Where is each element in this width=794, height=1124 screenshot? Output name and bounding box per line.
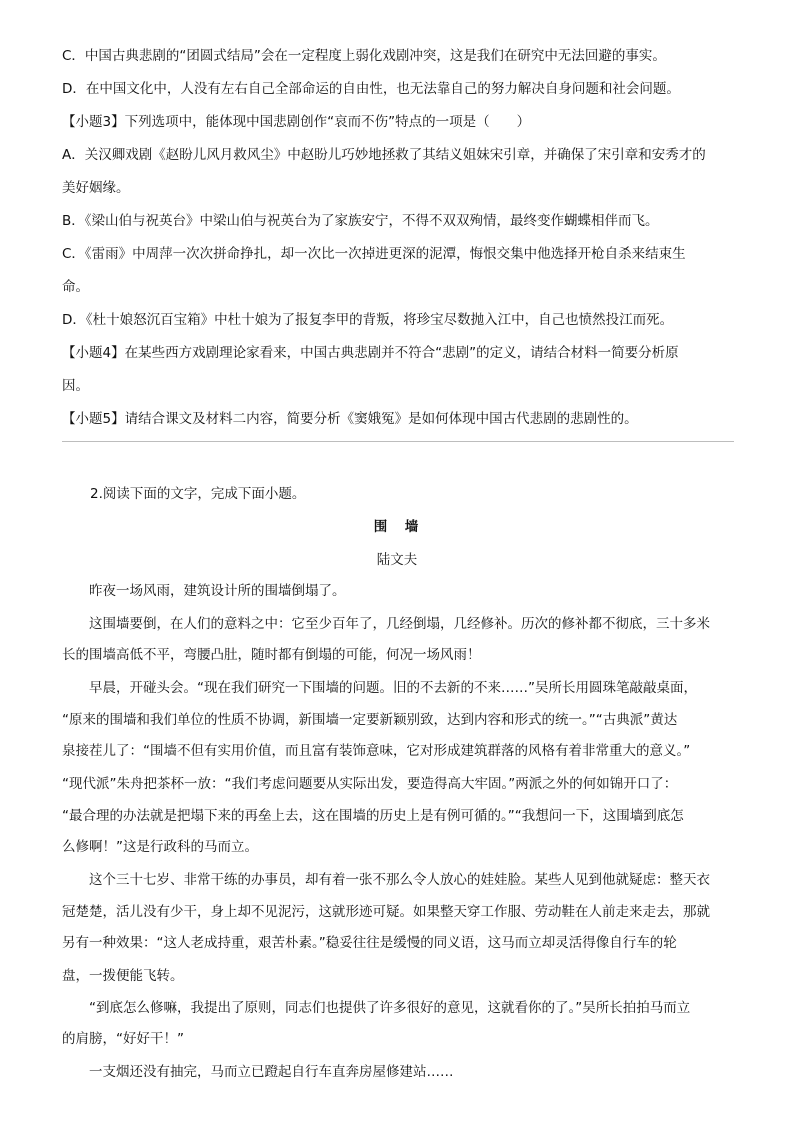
section-divider	[62, 441, 734, 442]
question-3-stem: 【小题3】下列选项中，能体现中国悲剧创作“哀而不伤”特点的一项是（ ）	[62, 114, 531, 130]
question-4: 【小题4】在某些西方戏剧理论家看来，中国古典悲剧并不符合“悲剧”的定义，请结合材料一简要分析原	[62, 345, 679, 361]
passage-line: 早晨，开碰头会。“现在我们研究一下围墙的问题。旧的不去新的不来……”吴所长用圆珠笔敲敲桌面，	[62, 680, 697, 696]
passage-line: 另有一种效果：“这人老成持重，艰苦朴素。”稳妥往往是缓慢的同义语，这马而立却灵活得像自行车的轮	[62, 935, 677, 951]
passage-line: 的肩膀，“好好干！”	[62, 1031, 184, 1047]
option-c-previous: C．中国古典悲剧的“团圆式结局”会在一定程度上弱化戏剧冲突，这是我们在研究中无法回避的事实。	[62, 48, 666, 64]
question-3-option-c: C．《雷雨》中周萍一次次拼命挣扎，却一次比一次掉进更深的泥潭，悔恨交集中他选择开枪自杀来结束生	[62, 246, 686, 262]
question-3-option-b: B．《梁山伯与祝英台》中梁山伯与祝英台为了家族安宁，不得不双双殉情，最终变作蝴蝶相伴而飞。	[62, 213, 659, 229]
passage-line: 长的围墙高低不平，弯腰凸肚，随时都有倒塌的可能，何况一场风雨！	[62, 647, 481, 663]
passage-line: “现代派”朱舟把茶杯一放：“我们考虑问题要从实际出发，要造得高大牢固。”两派之外的何如锦开口了：	[62, 776, 678, 792]
passage-author: 陆文夫	[376, 552, 418, 568]
question-3-option-d: D．《杜十娘怒沉百宝箱》中杜十娘为了报复李甲的背叛，将珍宝尽数抛入江中，自己也愤然投江而死。	[62, 312, 674, 328]
passage-title: 围 墙	[373, 519, 421, 535]
passage-line: 泉接茬儿了：“围墙不但有实用价值，而且富有装饰意味，它对形成建筑群落的风格有着非常重大的意义。”	[62, 743, 691, 759]
passage-line: “原来的围墙和我们单位的性质不协调，新围墙一定要新颖别致，达到内容和形式的统一。”“古典派”黄达	[62, 712, 678, 728]
section-2-instruction: 2.阅读下面的文字，完成下面小题。	[90, 486, 306, 502]
question-3-option-c-cont: 命。	[62, 279, 89, 295]
passage-line: 这围墙要倒，在人们的意料之中：它至少百年了，几经倒塌，几经修补。历次的修补都不彻底，三十多米	[62, 616, 710, 632]
passage-line: “到底怎么修嘛，我提出了原则，同志们也提供了许多很好的意见，这就看你的了。”吴所长拍拍马而立	[62, 1000, 691, 1016]
passage-line: 么修啊！”这是行政科的马而立。	[62, 839, 258, 855]
passage-line: 冠楚楚，活儿没有少干，身上却不见泥污，这就形迹可疑。如果整天穿工作服、劳动鞋在人前走来走去，那就	[62, 904, 710, 920]
passage-line: 昨夜一场风雨，建筑设计所的围墙倒塌了。	[62, 583, 346, 599]
option-d-previous: D．在中国文化中，人没有左右自己全部命运的自由性，也无法靠自己的努力解决自身问题和社会问题。	[62, 81, 680, 97]
passage-line: 盘，一拨便能飞转。	[62, 968, 184, 984]
question-3-option-a: A．关汉卿戏剧《赵盼儿风月救风尘》中赵盼儿巧妙地拯救了其结义姐妹宋引章，并确保了宋引章和安秀才的	[62, 147, 706, 163]
question-5: 【小题5】请结合课文及材料二内容，简要分析《窦娥冤》是如何体现中国古代悲剧的悲剧性的。	[62, 411, 638, 427]
passage-line: 这个三十七岁、非常干练的办事员，却有着一张不那么令人放心的娃娃脸。某些人见到他就疑虑：整天衣	[62, 872, 710, 888]
passage-line: “最合理的办法就是把塌下来的再垒上去，这在围墙的历史上是有例可循的。”“我想问一下，这围墙到底怎	[62, 808, 684, 824]
question-3-option-a-cont: 美好姻缘。	[62, 180, 130, 196]
passage-line: 一支烟还没有抽完，马而立已蹬起自行车直奔房屋修建站……	[62, 1064, 454, 1080]
question-4-cont: 因。	[62, 378, 89, 394]
